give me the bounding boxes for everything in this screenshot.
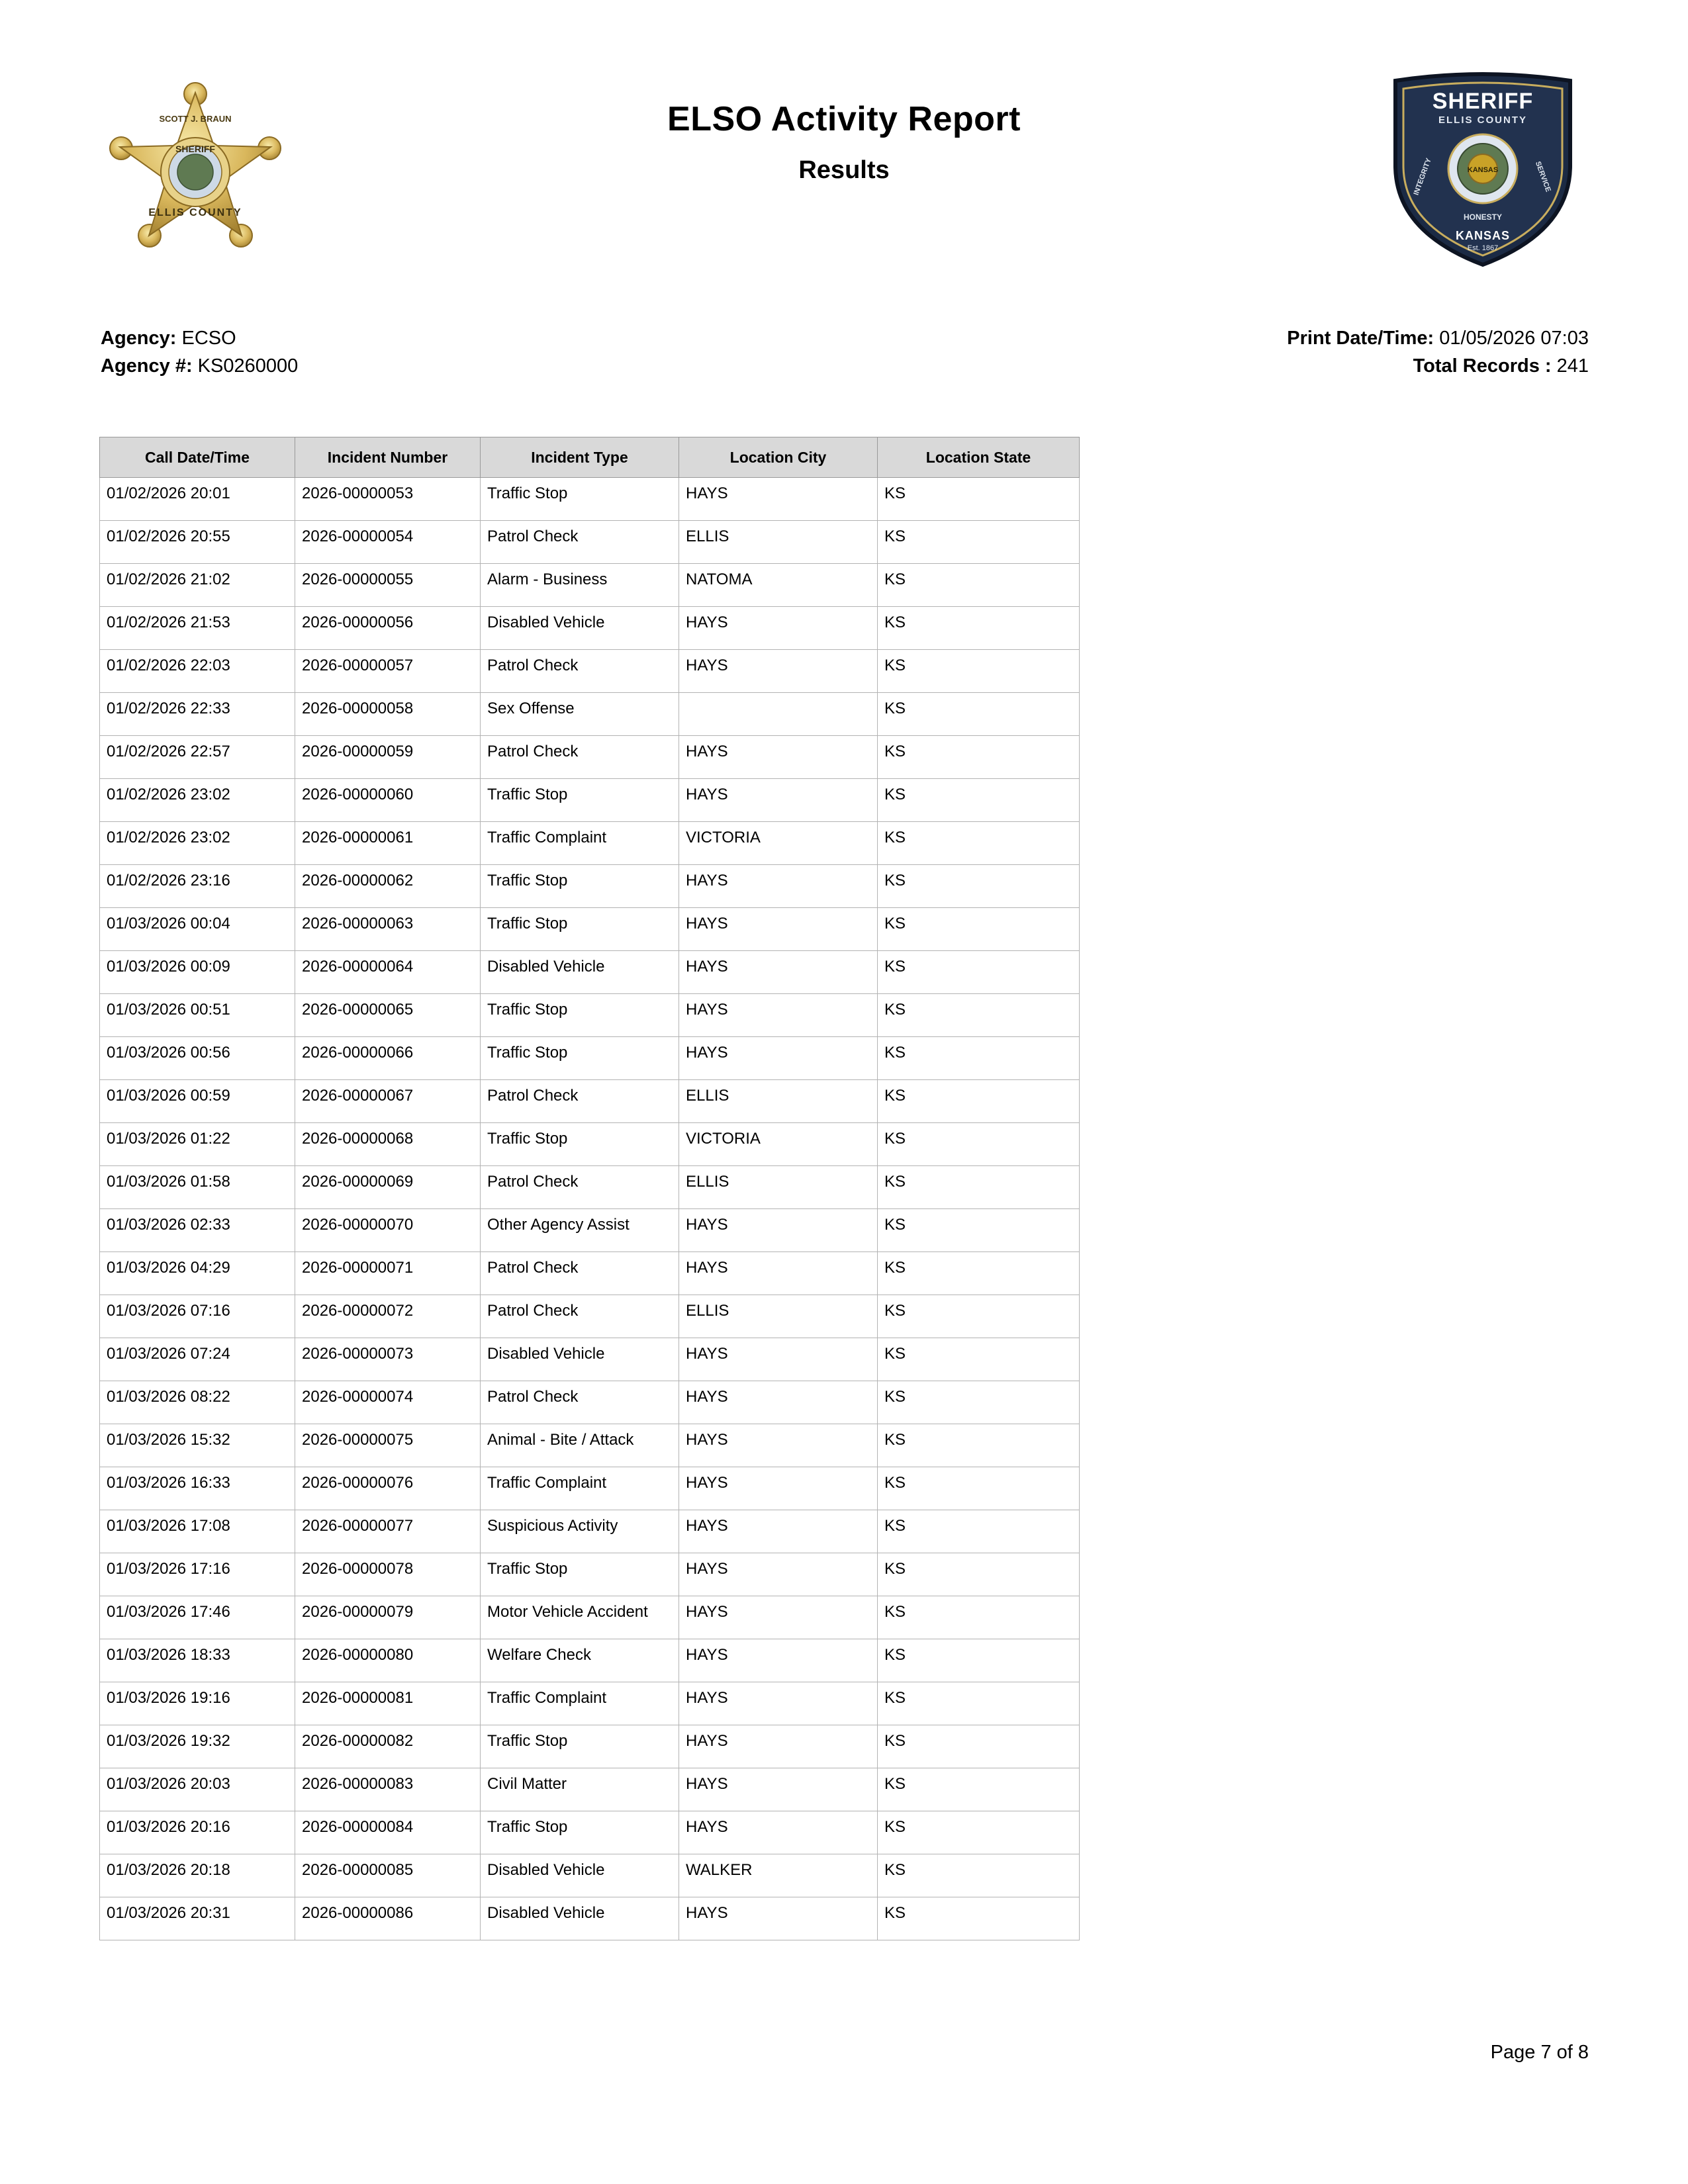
cell-incident-number: 2026-00000068 [295,1123,481,1166]
cell-incident-type: Traffic Complaint [481,1682,679,1725]
cell-incident-number: 2026-00000074 [295,1381,481,1424]
cell-location-state: KS [878,994,1080,1037]
svg-text:SERVICE: SERVICE [1533,160,1552,193]
cell-incident-number: 2026-00000056 [295,607,481,650]
total-records-label: Total Records : [1413,355,1552,377]
table-row [100,1768,1080,1811]
table-row [100,1467,1080,1510]
cell-incident-number: 2026-00000075 [295,1424,481,1467]
cell-location-city: HAYS [679,1811,878,1854]
cell-incident-number: 2026-00000084 [295,1811,481,1854]
cell-call-datetime: 01/03/2026 00:09 [100,951,295,994]
cell-incident-type: Traffic Stop [481,908,679,951]
svg-text:SCOTT J. BRAUN: SCOTT J. BRAUN [159,114,232,124]
cell-location-city: HAYS [679,478,878,521]
cell-location-city: HAYS [679,1897,878,1940]
svg-text:INTEGRITY: INTEGRITY [1412,157,1433,197]
cell-call-datetime: 01/03/2026 20:16 [100,1811,295,1854]
cell-incident-type: Patrol Check [481,1381,679,1424]
cell-location-state: KS [878,1295,1080,1338]
cell-location-state: KS [878,478,1080,521]
cell-location-state: KS [878,1338,1080,1381]
cell-incident-type: Suspicious Activity [481,1510,679,1553]
cell-incident-type: Disabled Vehicle [481,951,679,994]
cell-location-city: HAYS [679,1424,878,1467]
table-row [100,1295,1080,1338]
cell-location-state: KS [878,1682,1080,1725]
cell-call-datetime: 01/03/2026 17:46 [100,1596,295,1639]
cell-incident-type: Traffic Stop [481,1123,679,1166]
cell-call-datetime: 01/03/2026 00:04 [100,908,295,951]
table-row [100,693,1080,736]
cell-incident-type: Disabled Vehicle [481,1338,679,1381]
cell-location-state: KS [878,650,1080,693]
cell-incident-number: 2026-00000080 [295,1639,481,1682]
column-header-call-datetime: Call Date/Time [100,437,295,478]
cell-call-datetime: 01/03/2026 08:22 [100,1381,295,1424]
cell-location-state: KS [878,1424,1080,1467]
cell-call-datetime: 01/02/2026 23:02 [100,822,295,865]
cell-call-datetime: 01/03/2026 01:22 [100,1123,295,1166]
cell-location-state: KS [878,1252,1080,1295]
cell-incident-type: Traffic Stop [481,779,679,822]
cell-location-state: KS [878,693,1080,736]
cell-call-datetime: 01/02/2026 23:02 [100,779,295,822]
cell-location-city: VICTORIA [679,822,878,865]
cell-location-state: KS [878,822,1080,865]
cell-incident-number: 2026-00000083 [295,1768,481,1811]
cell-incident-type: Traffic Stop [481,865,679,908]
agency-info [101,324,298,380]
table-row [100,1639,1080,1682]
cell-incident-number: 2026-00000067 [295,1080,481,1123]
print-info [1287,324,1589,380]
agency-row [101,324,298,352]
cell-location-city: HAYS [679,1209,878,1252]
cell-location-state: KS [878,1854,1080,1897]
table-row [100,564,1080,607]
cell-call-datetime: 01/02/2026 22:33 [100,693,295,736]
agency-label: Agency: [101,328,177,349]
cell-incident-type: Traffic Stop [481,1811,679,1854]
cell-location-city: ELLIS [679,521,878,564]
cell-location-city: HAYS [679,736,878,779]
cell-incident-type: Sex Offense [481,693,679,736]
table-row [100,822,1080,865]
cell-location-city: HAYS [679,951,878,994]
print-datetime-value: 01/05/2026 07:03 [1439,328,1589,349]
cell-location-city: HAYS [679,865,878,908]
cell-location-state: KS [878,521,1080,564]
cell-location-city: HAYS [679,607,878,650]
cell-incident-type: Traffic Stop [481,1553,679,1596]
cell-call-datetime: 01/03/2026 18:33 [100,1639,295,1682]
cell-location-state: KS [878,1080,1080,1123]
table-body [100,478,1080,1940]
cell-location-state: KS [878,1811,1080,1854]
cell-incident-type: Traffic Stop [481,994,679,1037]
table-row [100,1252,1080,1295]
cell-location-city: HAYS [679,1510,878,1553]
cell-incident-type: Welfare Check [481,1639,679,1682]
cell-location-state: KS [878,1037,1080,1080]
table-row [100,865,1080,908]
table-row [100,1209,1080,1252]
table-row [100,1166,1080,1209]
cell-call-datetime: 01/03/2026 02:33 [100,1209,295,1252]
cell-incident-type: Patrol Check [481,650,679,693]
cell-incident-number: 2026-00000054 [295,521,481,564]
cell-call-datetime: 01/03/2026 20:31 [100,1897,295,1940]
cell-call-datetime: 01/03/2026 20:03 [100,1768,295,1811]
cell-incident-type: Motor Vehicle Accident [481,1596,679,1639]
cell-incident-type: Patrol Check [481,521,679,564]
total-records-row [1287,352,1589,380]
cell-incident-number: 2026-00000077 [295,1510,481,1553]
cell-incident-number: 2026-00000065 [295,994,481,1037]
column-header-incident-number: Incident Number [295,437,481,478]
print-datetime-label: Print Date/Time: [1287,328,1434,349]
cell-incident-type: Patrol Check [481,1080,679,1123]
table-row [100,607,1080,650]
cell-incident-number: 2026-00000064 [295,951,481,994]
cell-incident-type: Disabled Vehicle [481,607,679,650]
print-datetime-row [1287,324,1589,352]
page-footer: Page 7 of 8 [1490,2042,1589,2063]
cell-incident-number: 2026-00000058 [295,693,481,736]
cell-call-datetime: 01/02/2026 23:16 [100,865,295,908]
activity-table-container [99,437,1079,1940]
cell-incident-type: Traffic Complaint [481,1467,679,1510]
cell-location-city: HAYS [679,1768,878,1811]
cell-location-state: KS [878,1596,1080,1639]
cell-location-city: ELLIS [679,1166,878,1209]
cell-incident-number: 2026-00000057 [295,650,481,693]
table-row [100,1596,1080,1639]
cell-incident-number: 2026-00000053 [295,478,481,521]
cell-incident-type: Traffic Stop [481,478,679,521]
cell-location-state: KS [878,607,1080,650]
cell-call-datetime: 01/03/2026 17:16 [100,1553,295,1596]
table-row [100,650,1080,693]
table-row [100,1725,1080,1768]
cell-location-city: HAYS [679,650,878,693]
cell-call-datetime: 01/02/2026 21:02 [100,564,295,607]
cell-incident-number: 2026-00000086 [295,1897,481,1940]
cell-incident-number: 2026-00000071 [295,1252,481,1295]
table-row [100,1080,1080,1123]
cell-location-city: HAYS [679,1252,878,1295]
cell-incident-type: Disabled Vehicle [481,1897,679,1940]
agency-value: ECSO [181,328,236,349]
cell-location-state: KS [878,1639,1080,1682]
svg-text:ELLIS COUNTY: ELLIS COUNTY [1438,114,1528,126]
cell-call-datetime: 01/03/2026 00:51 [100,994,295,1037]
cell-incident-type: Patrol Check [481,1166,679,1209]
cell-incident-type: Disabled Vehicle [481,1854,679,1897]
column-header-incident-type: Incident Type [481,437,679,478]
cell-call-datetime: 01/03/2026 07:16 [100,1295,295,1338]
cell-incident-number: 2026-00000063 [295,908,481,951]
table-row [100,1897,1080,1940]
svg-text:SHERIFF: SHERIFF [1432,89,1534,114]
table-row [100,736,1080,779]
cell-incident-type: Alarm - Business [481,564,679,607]
cell-location-city [679,693,878,736]
report-meta [0,324,1688,397]
cell-location-state: KS [878,1510,1080,1553]
table-row [100,1338,1080,1381]
cell-location-state: KS [878,908,1080,951]
cell-incident-type: Patrol Check [481,1252,679,1295]
table-row [100,994,1080,1037]
table-head [100,437,1080,478]
cell-incident-number: 2026-00000072 [295,1295,481,1338]
svg-text:KANSAS: KANSAS [1455,229,1511,242]
cell-incident-number: 2026-00000070 [295,1209,481,1252]
cell-location-city: HAYS [679,1338,878,1381]
cell-incident-number: 2026-00000055 [295,564,481,607]
cell-location-state: KS [878,1467,1080,1510]
cell-incident-type: Civil Matter [481,1768,679,1811]
cell-call-datetime: 01/03/2026 07:24 [100,1338,295,1381]
cell-incident-type: Patrol Check [481,1295,679,1338]
cell-location-state: KS [878,1897,1080,1940]
svg-text:HONESTY: HONESTY [1463,212,1503,222]
cell-location-state: KS [878,1381,1080,1424]
cell-call-datetime: 01/03/2026 19:32 [100,1725,295,1768]
cell-call-datetime: 01/02/2026 20:55 [100,521,295,564]
cell-location-city: HAYS [679,1682,878,1725]
cell-call-datetime: 01/03/2026 17:08 [100,1510,295,1553]
cell-location-city: HAYS [679,908,878,951]
cell-location-state: KS [878,865,1080,908]
cell-location-state: KS [878,1123,1080,1166]
cell-call-datetime: 01/02/2026 22:57 [100,736,295,779]
cell-incident-number: 2026-00000066 [295,1037,481,1080]
cell-location-city: HAYS [679,1037,878,1080]
table-row [100,779,1080,822]
svg-text:Est. 1867: Est. 1867 [1467,244,1499,252]
table-row [100,951,1080,994]
cell-incident-number: 2026-00000079 [295,1596,481,1639]
table-row [100,478,1080,521]
cell-incident-number: 2026-00000069 [295,1166,481,1209]
cell-location-city: HAYS [679,1639,878,1682]
svg-text:ELLIS COUNTY: ELLIS COUNTY [148,207,242,218]
cell-incident-number: 2026-00000062 [295,865,481,908]
table-header-row [100,437,1080,478]
cell-location-city: NATOMA [679,564,878,607]
cell-location-city: HAYS [679,779,878,822]
page-subtitle: Results [798,156,890,184]
cell-location-state: KS [878,1725,1080,1768]
table-row [100,1424,1080,1467]
cell-incident-type: Traffic Stop [481,1037,679,1080]
cell-incident-number: 2026-00000059 [295,736,481,779]
svg-text:KANSAS: KANSAS [1467,166,1499,174]
cell-incident-number: 2026-00000076 [295,1467,481,1510]
cell-call-datetime: 01/02/2026 21:53 [100,607,295,650]
table-row [100,908,1080,951]
cell-incident-number: 2026-00000081 [295,1682,481,1725]
svg-text:SHERIFF: SHERIFF [175,144,215,154]
cell-location-state: KS [878,1768,1080,1811]
cell-call-datetime: 01/03/2026 15:32 [100,1424,295,1467]
column-header-location-city: Location City [679,437,878,478]
table-row [100,521,1080,564]
cell-call-datetime: 01/03/2026 01:58 [100,1166,295,1209]
cell-location-city: ELLIS [679,1080,878,1123]
agency-number-row [101,352,298,380]
table-row [100,1381,1080,1424]
cell-incident-number: 2026-00000073 [295,1338,481,1381]
cell-location-state: KS [878,1209,1080,1252]
table-row [100,1037,1080,1080]
cell-location-state: KS [878,951,1080,994]
cell-location-city: VICTORIA [679,1123,878,1166]
cell-incident-number: 2026-00000078 [295,1553,481,1596]
cell-call-datetime: 01/03/2026 00:56 [100,1037,295,1080]
table-row [100,1510,1080,1553]
cell-call-datetime: 01/03/2026 20:18 [100,1854,295,1897]
column-header-location-state: Location State [878,437,1080,478]
cell-location-city: HAYS [679,1553,878,1596]
total-records-value: 241 [1556,355,1589,377]
cell-location-state: KS [878,1553,1080,1596]
cell-location-city: HAYS [679,1467,878,1510]
report-title-block [0,99,1688,185]
cell-location-city: HAYS [679,1725,878,1768]
cell-incident-number: 2026-00000061 [295,822,481,865]
cell-call-datetime: 01/03/2026 04:29 [100,1252,295,1295]
cell-location-state: KS [878,736,1080,779]
cell-location-city: HAYS [679,994,878,1037]
cell-location-city: ELLIS [679,1295,878,1338]
cell-incident-number: 2026-00000082 [295,1725,481,1768]
cell-call-datetime: 01/03/2026 19:16 [100,1682,295,1725]
agency-number-value: KS0260000 [197,355,299,377]
table-row [100,1123,1080,1166]
cell-incident-type: Patrol Check [481,736,679,779]
table-row [100,1553,1080,1596]
cell-location-state: KS [878,1166,1080,1209]
report-header [0,0,1688,265]
cell-call-datetime: 01/03/2026 16:33 [100,1467,295,1510]
cell-location-city: WALKER [679,1854,878,1897]
cell-incident-type: Other Agency Assist [481,1209,679,1252]
cell-incident-number: 2026-00000060 [295,779,481,822]
cell-incident-type: Traffic Stop [481,1725,679,1768]
cell-incident-number: 2026-00000085 [295,1854,481,1897]
cell-call-datetime: 01/03/2026 00:59 [100,1080,295,1123]
cell-incident-type: Traffic Complaint [481,822,679,865]
cell-location-city: HAYS [679,1596,878,1639]
page-title: ELSO Activity Report [667,100,1021,138]
cell-location-state: KS [878,564,1080,607]
cell-call-datetime: 01/02/2026 22:03 [100,650,295,693]
cell-location-city: HAYS [679,1381,878,1424]
activity-table [99,437,1080,1940]
table-row [100,1682,1080,1725]
cell-location-state: KS [878,779,1080,822]
agency-number-label: Agency #: [101,355,193,377]
table-row [100,1811,1080,1854]
table-row [100,1854,1080,1897]
cell-incident-type: Animal - Bite / Attack [481,1424,679,1467]
cell-call-datetime: 01/02/2026 20:01 [100,478,295,521]
